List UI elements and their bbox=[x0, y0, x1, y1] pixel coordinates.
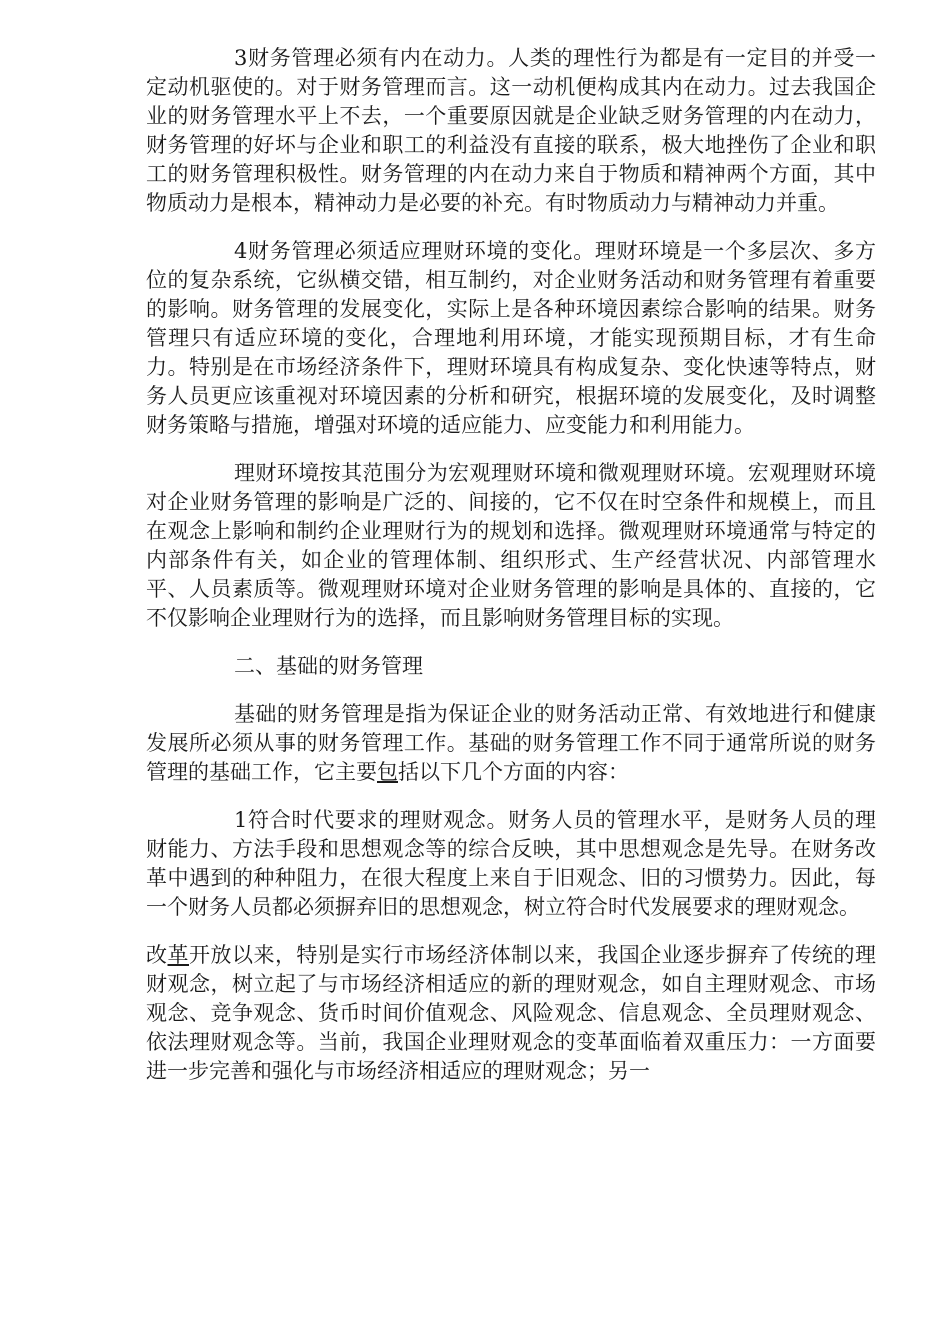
paragraph-financial-concepts: 1符合时代要求的理财观念。财务人员的管理水平，是财务人员的理财能力、方法手段和思想观念等的综合反映，其中思想观念是先导。在财务改革中遇到的种种阻力，在很大程度上来自于旧观念、旧的习惯势力。因此，每一个财务人员都必须摒弃旧的思想观念，树立符合时代发展要求的理财观念。 bbox=[146, 808, 876, 919]
paragraph-macro-micro-environment: 理财环境按其范围分为宏观理财环境和微观理财环境。宏观理财环境对企业财务管理的影响是广泛的、间接的，它不仅在时空条件和规模上，而且在观念上影响和制约企业理财行为的规划和选择。微观理财环境通常与特定的内部条件有关，如企业的管理体制、组织形式、生产经营状况、内部管理水平、人员素质等。微观理财环境对企业财务管理的影响是具体的、直接的，它不仅影响企业理财行为的选择，而且影响财务管理目标的实现。 bbox=[146, 461, 876, 630]
paragraph-reform bbox=[146, 941, 876, 1086]
section-heading: 二、基础的财务管理 bbox=[234, 654, 423, 678]
underlined-character: 包 bbox=[377, 760, 398, 784]
paragraph-basic-management-text-1: 基础的财务管理是指为保证企业的财务活动正常、有效地进行和健康发展所必须从事的财务管理工作。基础的财务管理工作不同于通常所说的财务管理的基础工作，它主要 bbox=[146, 702, 876, 784]
paragraph-environment-adaptation: 4财务管理必须适应理财环境的变化。理财环境是一个多层次、多方位的复杂系统，它纵横交错，相互制约，对企业财务活动和财务管理有着重要的影响。财务管理的发展变化，实际上是各种环境因素综合影响的结果。财务管理只有适应环境的变化，合理地利用环境，才能实现预期目标，才有生命力。特别是在市场经济条件下，理财环境具有构成复杂、变化快速等特点，财务人员更应该重视对环境因素的分析和研究，根据环境的发展变化，及时调整财务策略与措施，增强对环境的适应能力、应变能力和利用能力。 bbox=[146, 239, 876, 437]
paragraph-basic-management-text-2: 括以下几个方面的内容： bbox=[398, 760, 629, 784]
paragraph-reform-text-1: 改 bbox=[146, 943, 168, 967]
paragraph-reform-text-2: 开放以来，特别是实行市场经济体制以来，我国企业逐步摒弃了传统的理财观念，树立起了与市场经济相适应的新的理财观念，如自主理财观念、市场观念、竞争观念、货币时间价值观念、风险观念、信息观念、全员理财观念、依法理财观念等。当前，我国企业理财观念的变革面临着双重压力：一方面要进一步完善和强化与市场经济相适应的理财观念；另一 bbox=[146, 943, 877, 1083]
underlined-character: 革 bbox=[167, 943, 189, 967]
paragraph-motivation: 3财务管理必须有内在动力。人类的理性行为都是有一定目的并受一定动机驱使的。对于财务管理而言。这一动机便构成其内在动力。过去我国企业的财务管理水平上不去，一个重要原因就是企业缺乏财务管理的内在动力，财务管理的好坏与企业和职工的利益没有直接的联系，极大地挫伤了企业和职工的财务管理积极性。财务管理的内在动力来自于物质和精神两个方面，其中物质动力是根本，精神动力是必要的补充。有时物质动力与精神动力并重。 bbox=[146, 46, 876, 215]
paragraph-basic-management bbox=[146, 700, 876, 787]
document-page bbox=[146, 44, 876, 1105]
